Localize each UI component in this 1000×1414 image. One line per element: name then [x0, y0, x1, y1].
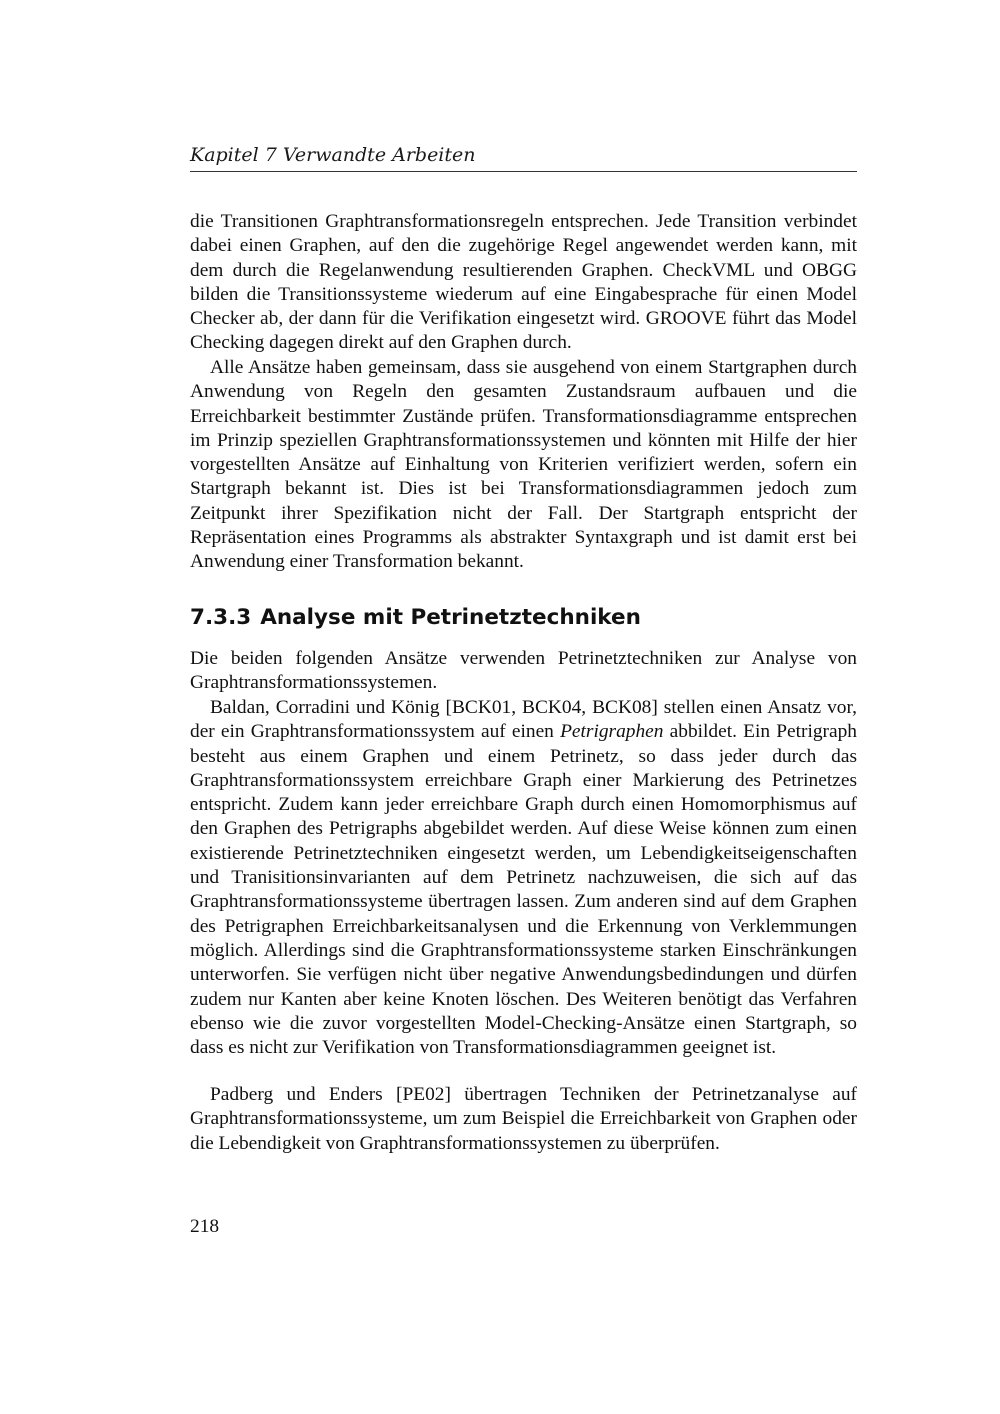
paragraph-common-approaches: Alle Ansätze haben gemeinsam, dass sie ausgehend von einem Startgraphen durch Anwendung von Regeln den gesamten Zustandsraum aufbauen und die Erreichbarkeit bestimmter Zustände prüfen. Transformationsdiagramme entsprechen im Prinzip speziellen Graphtransformationssystemen und könnten mit Hilfe der hier vorgestellten Ansätze auf Einhaltung von Kriterien verifiziert werden, sofern ein Startgraph bekannt ist. Dies ist bei Transformationsdiagrammen jedoch zum Zeitpunkt ihrer Spezifikation nicht der Fall. Der Startgraph entspricht der Repräsentation eines Programms als abstrakter Syntaxgraph und ist damit erst bei Anwendung einer Transformation bekannt. [190, 357, 857, 573]
paragraph-padberg: Padberg und Enders [PE02] übertragen Techniken der Petrinetzanalyse auf Graphtransformationssysteme, um zum Beispiel die Erreichbarkeit von Graphen oder die Lebendigkeit von Graphtransformationssystemen zu überprüfen. [190, 1084, 857, 1154]
section-heading [190, 603, 857, 633]
paragraph-transitions: die Transitionen Graphtransformationsregeln entsprechen. Jede Transition verbindet dabei einen Graphen, auf den die zugehörige Regel angewendet werden kann, mit dem durch die Regelanwendung resultierenden Graphen. CheckVML und OBGG bilden die Transitionssysteme wiederum auf eine Eingabesprache für einen Model Checker ab, der dann für die Verifikation eingesetzt wird. GROOVE führt das Model Checking dagegen direkt auf den Graphen durch. [190, 211, 857, 354]
paragraph-intro-petri: Die beiden folgenden Ansätze verwenden Petrinetztechniken zur Analyse von Graphtransformationssystemen. [190, 648, 857, 694]
running-header: Kapitel 7 Verwandte Arbeiten [190, 144, 476, 166]
section-title: Analyse mit Petrinetztechniken [260, 605, 641, 630]
paragraph-baldan-emphasis: Petrigraphen [560, 721, 664, 743]
page-number: 218 [190, 1216, 220, 1237]
paragraph-baldan-part2: abbildet. Ein Petrigraph besteht aus einem Graphen und einem Petrinetz, so dass jeder durch das Graphtransformationssystem erreichbare Graph einer Markierung des Petrinetzes entspricht. Zudem kann jeder erreichbare Graph durch einen Homomorphismus auf den Graphen des Petrigraphs abgebildet werden. Auf diese Weise können zum einen existierende Petrinetztechniken eingesetzt werden, um Lebendigkeitseigenschaften und Tranisitionsinvarianten auf dem Petrinetz nachzuweisen, die sich auf das Graphtransformationssysteme übertragen lassen. Zum anderen sind auf dem Graphen des Petrigraphen Erreichbarkeitsanalysen und die Erkennung von Verklemmungen möglich. Allerdings sind die Graphtransformationssysteme starken Einschränkungen unterworfen. Sie verfügen nicht über negative Anwendungsbedindungen und dürfen zudem nur Kanten aber keine Knoten löschen. Des Weiteren benötigt das Verfahren ebenso wie die zuvor vorgestellten Model-Checking-Ansätze einen Startgraph, so dass es nicht zur Verifikation von Transformationsdiagrammen geeignet ist. [190, 721, 857, 1059]
header-rule [190, 171, 857, 172]
section-number: 7.3.3 [190, 605, 252, 630]
paragraph-baldan [190, 696, 857, 1060]
paragraph-baldan-part1: Baldan, Corradini und König [BCK01, BCK04, BCK08] stellen einen Ansatz vor, der ein Graphtransformationssystem auf einen [190, 697, 857, 743]
